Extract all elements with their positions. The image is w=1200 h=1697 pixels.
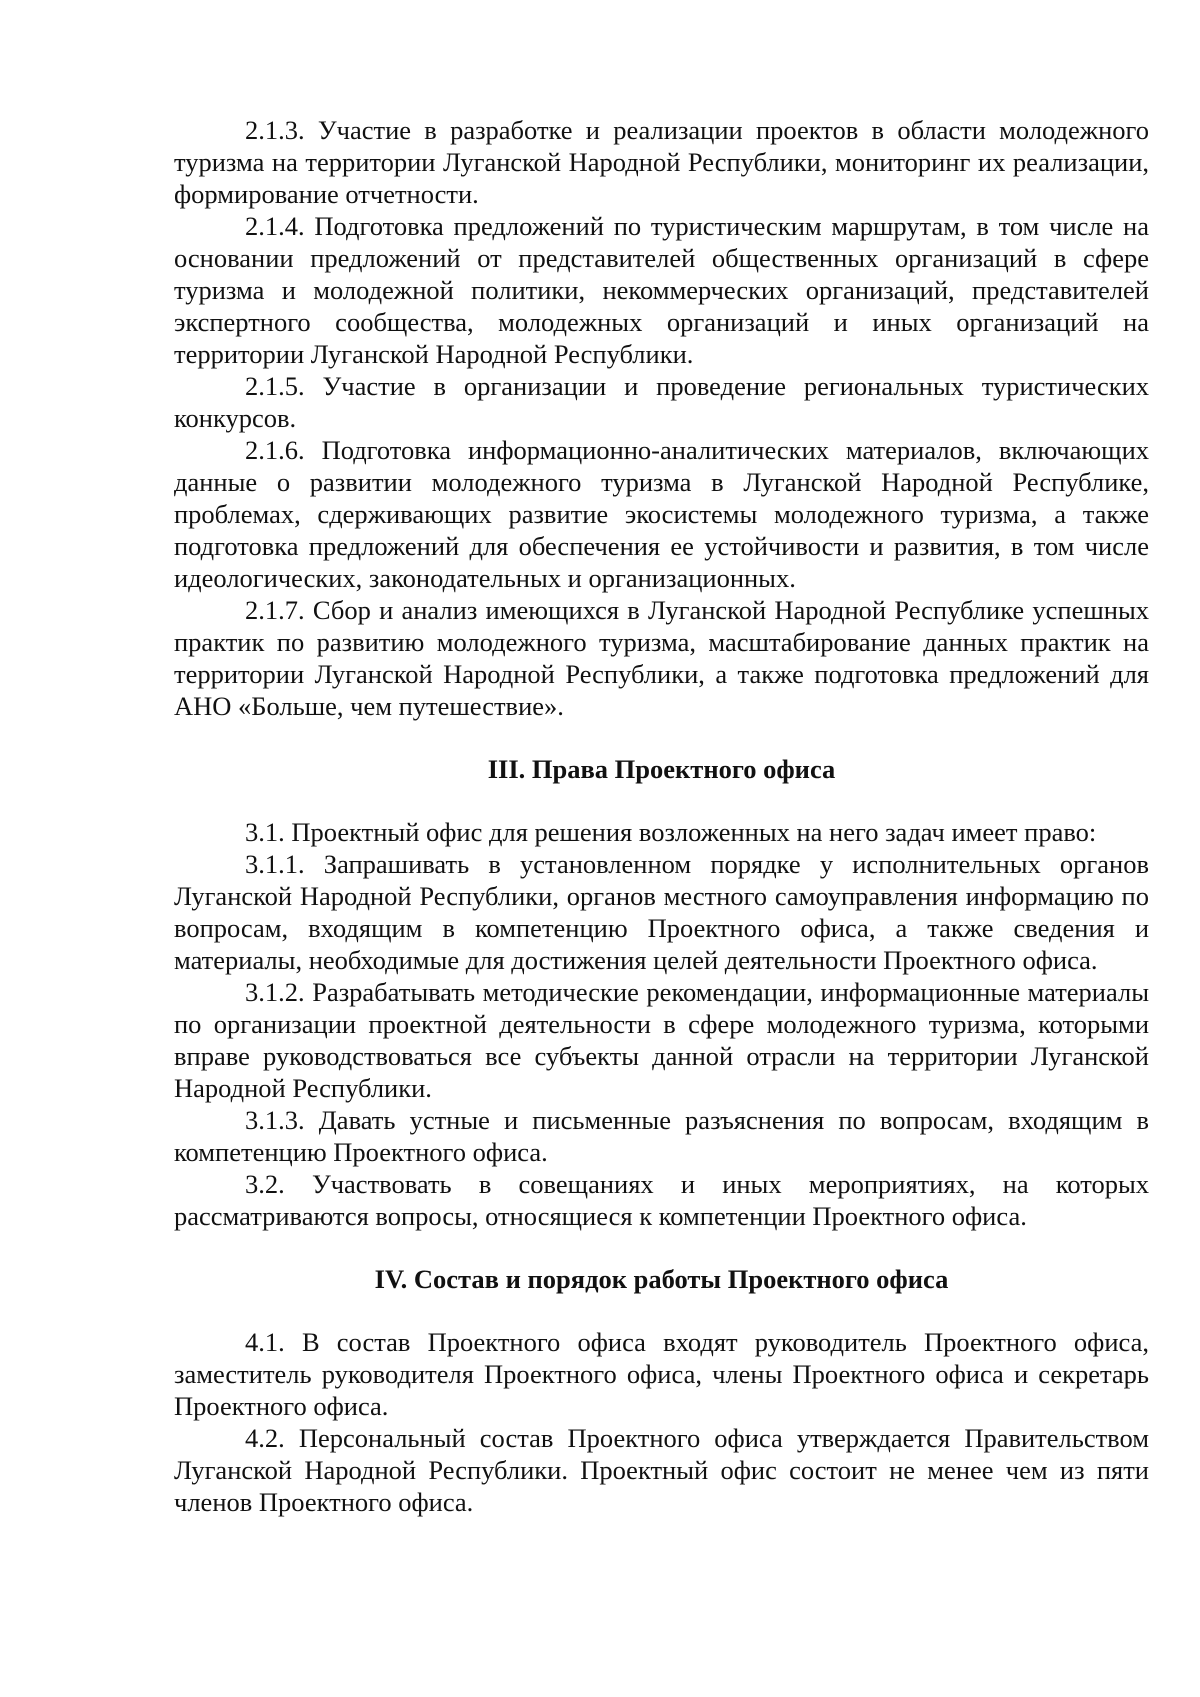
paragraph-2-1-3 — [174, 114, 1149, 210]
document-body — [174, 114, 1149, 1518]
clause-text: Давать устные и письменные разъяснения по вопросам, входящим в компетенцию Проектного офиса. — [174, 1105, 1150, 1167]
paragraph-3-2 — [174, 1168, 1149, 1232]
clause-number: 3.1.2. — [245, 977, 305, 1007]
section-heading-rights: III. Права Проектного офиса — [487, 754, 836, 784]
clause-text: В состав Проектного офиса входят руководитель Проектного офиса, заместитель руководителя Проектного офиса, члены Проектного офиса и секретарь Проектного офиса. — [174, 1327, 1150, 1421]
paragraph-3-1-3 — [174, 1104, 1149, 1168]
clause-number: 2.1.5. — [245, 371, 305, 401]
clause-number: 2.1.3. — [245, 115, 305, 145]
clause-text: Персональный состав Проектного офиса утверждается Правительством Луганской Народной Республики. Проектный офис состоит не менее чем из пяти членов Проектного офиса. — [174, 1423, 1150, 1517]
clause-number: 4.2. — [245, 1423, 285, 1453]
clause-text: Запрашивать в установленном порядке у исполнительных органов Луганской Народной Республики, органов местного самоуправления информацию по вопросам, входящим в компетенцию Проектного офиса, а также сведения и материалы, необходимые для достижения целей деятельности Проектного офиса. — [174, 849, 1149, 975]
paragraph-2-1-5 — [174, 370, 1149, 434]
paragraph-3-1-1 — [174, 848, 1149, 976]
clause-text: Сбор и анализ имеющихся в Луганской Народной Республике успешных практик по развитию молодежного туризма, масштабирование данных практик на территории Луганской Народной Республики, а также подготовка предложений для АНО «Больше, чем путешествие». — [174, 595, 1150, 721]
section-heading-composition: IV. Состав и порядок работы Проектного офиса — [374, 1264, 949, 1294]
paragraph-4-1 — [174, 1326, 1149, 1422]
clause-text: Подготовка предложений по туристическим маршрутам, в том числе на основании предложений от представителей общественных организаций в сфере туризма и молодежной политики, некоммерческих организаций, представителей экспертного сообщества, молодежных организаций и иных организаций на территории Луганской Народной Республики. — [174, 211, 1150, 369]
paragraph-3-1-2 — [174, 976, 1149, 1104]
clause-text: Подготовка информационно-аналитических материалов, включающих данные о развитии молодежного туризма в Луганской Народной Республике, проблемах, сдерживающих развитие экосистемы молодежного туризма, а также подготовка предложений для обеспечения ее устойчивости и развития, в том числе идеологических, законодательных и организационных. — [174, 435, 1149, 593]
paragraph-2-1-4 — [174, 210, 1149, 370]
clause-text: Участие в организации и проведение региональных туристических конкурсов. — [174, 371, 1150, 433]
clause-number: 2.1.7. — [245, 595, 305, 625]
clause-text: Участие в разработке и реализации проектов в области молодежного туризма на территории Луганской Народной Республики, мониторинг их реализации, формирование отчетности. — [174, 115, 1149, 209]
clause-number: 2.1.4. — [245, 211, 305, 241]
clause-number: 3.1. — [245, 817, 285, 847]
clause-number: 3.1.3. — [245, 1105, 305, 1135]
paragraph-2-1-7 — [174, 594, 1149, 722]
clause-text: Проектный офис для решения возложенных на него задач имеет право: — [291, 817, 1097, 847]
paragraph-3-1 — [174, 816, 1149, 848]
paragraph-2-1-6 — [174, 434, 1149, 594]
paragraph-4-2 — [174, 1422, 1149, 1518]
clause-number: 3.1.1. — [245, 849, 305, 879]
clause-text: Разрабатывать методические рекомендации, информационные материалы по организации проектной деятельности в сфере молодежного туризма, которыми вправе руководствоваться все субъекты данной отрасли на территории Луганской Народной Республики. — [174, 977, 1149, 1103]
clause-number: 4.1. — [245, 1327, 285, 1357]
clause-number: 3.2. — [245, 1169, 285, 1199]
clause-text: Участвовать в совещаниях и иных мероприятиях, на которых рассматриваются вопросы, относящиеся к компетенции Проектного офиса. — [174, 1169, 1150, 1231]
clause-number: 2.1.6. — [245, 435, 305, 465]
